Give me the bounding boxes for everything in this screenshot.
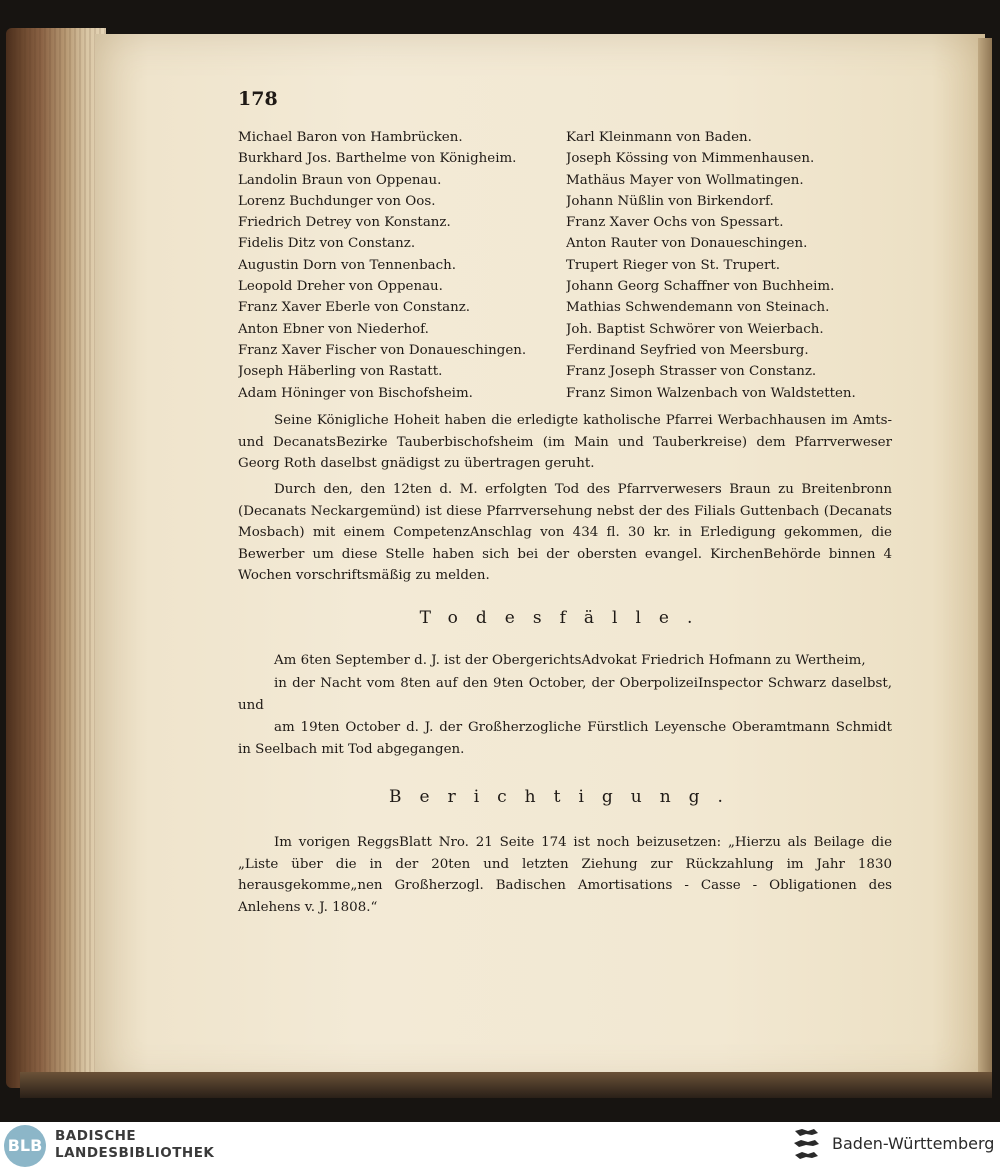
library-name-line1: BADISCHE <box>55 1128 137 1144</box>
name-left: Fidelis Ditz von Constanz. <box>238 236 416 252</box>
name-left: Landolin Braun von Oppenau. <box>238 172 442 188</box>
name-left: Franz Xaver Fischer von Donaueschingen. <box>238 342 527 358</box>
name-right: Mathäus Mayer von Wollmatingen. <box>566 172 804 188</box>
library-name <box>55 1128 214 1162</box>
name-row <box>238 148 898 169</box>
name-right: Trupert Rieger von St. Trupert. <box>566 257 781 273</box>
name-row <box>238 361 898 382</box>
page-edge <box>978 38 992 1088</box>
book-bottom-edge <box>20 1072 992 1098</box>
name-left: Anton Ebner von Niederhof. <box>238 321 429 337</box>
lion-crest-icon <box>792 1127 820 1167</box>
paragraph-appointment: Seine Königliche Hoheit haben die erledigte katholische Pfarrei Werbachhausen im Amts- und DecanatsBezirke Tauberbischofsheim (im Main und Tauberkreise) dem Pfarrverweser Georg Roth daselbst gnädigst zu übertragen geruht. <box>238 413 892 472</box>
name-row <box>238 319 898 340</box>
name-left: Augustin Dorn von Tennenbach. <box>238 257 457 273</box>
name-right: Ferdinand Seyfried von Meersburg. <box>566 342 809 358</box>
name-list <box>238 127 898 404</box>
name-left: Leopold Dreher von Oppenau. <box>238 279 443 295</box>
book-page-stack <box>6 28 106 1088</box>
name-row <box>238 212 898 233</box>
paragraph-deaths-1: Am 6ten September d. J. ist der ObergerichtsAdvokat Friedrich Hofmann zu Wertheim, <box>274 653 866 668</box>
state-name[interactable]: Baden-Württemberg <box>832 1134 995 1153</box>
name-row <box>238 276 898 297</box>
paragraph-deaths-3: am 19ten October d. J. der Großherzogliche Fürstlich Leyensche Oberamtmann Schmidt in Seelbach mit Tod abgegangen. <box>238 720 892 757</box>
name-left: Joseph Häberling von Rastatt. <box>238 364 443 380</box>
name-row <box>238 233 898 254</box>
name-row <box>238 170 898 191</box>
name-right: Franz Xaver Ochs von Spessart. <box>566 215 784 231</box>
name-right: Franz Joseph Strasser von Constanz. <box>566 364 817 380</box>
page-number: 178 <box>238 88 278 110</box>
name-right: Johann Nüßlin von Birkendorf. <box>566 193 774 209</box>
name-left: Adam Höninger von Bischofsheim. <box>238 385 473 401</box>
name-right: Karl Kleinmann von Baden. <box>566 130 752 145</box>
name-row <box>238 191 898 212</box>
name-left: Lorenz Buchdunger von Oos. <box>238 193 436 209</box>
name-left: Michael Baron von Hambrücken. <box>238 130 463 145</box>
paragraph-vacancy: Durch den, den 12ten d. M. erfolgten Tod des Pfarrverwesers Braun zu Breitenbronn (Decanats Neckargemünd) ist diese Pfarrversehung nebst der des Filials Guttenbach (Decanats Mosbach) mit einem CompetenzAnschlag von 434 fl. 30 kr. in Erledigung gekommen, die Bewerber um diese Stelle haben sich bei der obersten evangel. KirchenBehörde binnen 4 Wochen vorschriftsmäßig zu melden. <box>238 482 892 584</box>
heading-correction: Berichtigung. <box>389 787 741 807</box>
name-left: Franz Xaver Eberle von Constanz. <box>238 300 471 316</box>
name-right: Joh. Baptist Schwörer von Weierbach. <box>566 321 824 337</box>
paragraph-deaths-2: in der Nacht vom 8ten auf den 9ten October, der OberpolizeiInspector Schwarz daselbst, und <box>238 676 892 713</box>
name-right: Anton Rauter von Donaueschingen. <box>566 236 808 252</box>
name-row <box>238 127 898 148</box>
name-right: Johann Georg Schaffner von Buchheim. <box>566 279 835 295</box>
name-left: Friedrich Detrey von Konstanz. <box>238 215 451 231</box>
name-row <box>238 255 898 276</box>
name-right: Franz Simon Walzenbach von Waldstetten. <box>566 385 856 401</box>
name-row <box>238 383 898 404</box>
name-right: Mathias Schwendemann von Steinach. <box>566 300 830 316</box>
name-right: Joseph Kössing von Mimmenhausen. <box>566 151 815 167</box>
library-name-line2: LANDESBIBLIOTHEK <box>55 1145 215 1161</box>
blb-logo[interactable]: BLB <box>4 1125 46 1167</box>
heading-deaths: Todesfälle. <box>419 608 711 628</box>
paragraph-correction: Im vorigen ReggsBlatt Nro. 21 Seite 174 ist noch beizusetzen: „Hierzu als Beilage die „Liste über die in der 20ten und letzten Ziehung zur Rückzahlung im Jahr 1830 herausgekomme„nen Großherzogl. Badischen Amortisations - Casse - Obligationen des Anlehens v. J. 1808.“ <box>238 835 892 915</box>
name-row <box>238 297 898 318</box>
name-row <box>238 340 898 361</box>
name-left: Burkhard Jos. Barthelme von Königheim. <box>238 151 517 167</box>
